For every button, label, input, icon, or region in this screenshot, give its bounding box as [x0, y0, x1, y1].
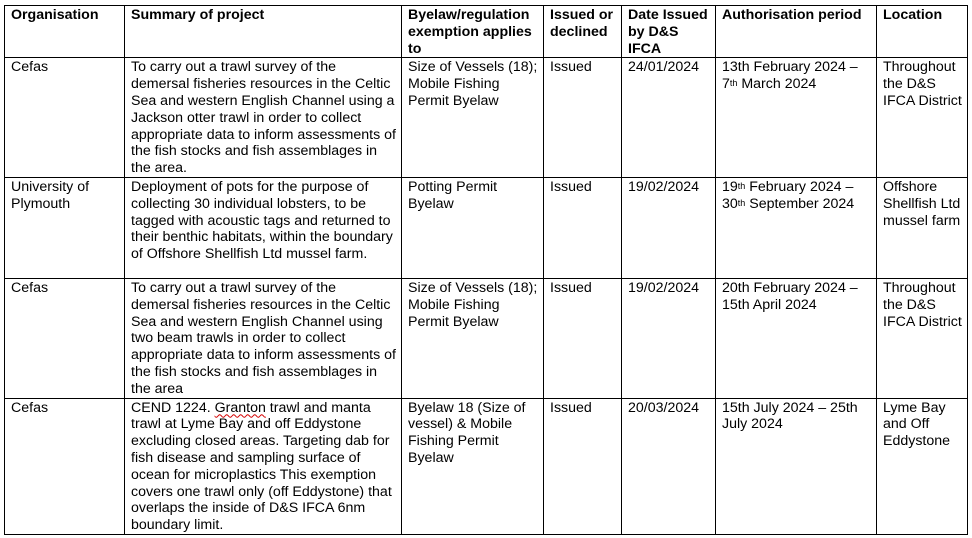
cell-location: Offshore Shellfish Ltd mussel farm	[877, 177, 968, 278]
cell-byelaw: Size of Vessels (18); Mobile Fishing Permit Byelaw	[402, 58, 544, 178]
period-end-rest: March 2024	[737, 76, 817, 93]
cell-organisation: Cefas	[5, 58, 125, 178]
header-date: Date Issued by D&S IFCA	[622, 6, 716, 58]
cell-date: 19/02/2024	[622, 177, 716, 278]
exemptions-table	[4, 5, 968, 535]
table-row	[5, 58, 968, 178]
cell-period	[716, 177, 877, 278]
header-row	[5, 6, 968, 58]
header-organisation: Organisation	[5, 6, 125, 58]
cell-date: 24/01/2024	[622, 58, 716, 178]
cell-issued: Issued	[544, 278, 622, 398]
cell-location: Throughout the D&S IFCA District	[877, 58, 968, 178]
period-start-day: 19	[722, 178, 738, 195]
summary-part-b: trawl and manta trawl at Lyme Bay and off Eddystone excluding closed areas. Targeting dab for fish disease and sampling surface of ocean for microplastics This exemption covers one trawl only (off Eddystone) that overlaps the inside of D&S IFCA 6nm boundary limit.	[131, 399, 392, 534]
cell-byelaw: Size of Vessels (18); Mobile Fishing Permit Byelaw	[402, 278, 544, 398]
cell-period: 15th July 2024 – 25th July 2024	[716, 398, 877, 534]
cell-issued: Issued	[544, 398, 622, 534]
cell-location: Lyme Bay and Off Eddystone	[877, 398, 968, 534]
cell-location: Throughout the D&S IFCA District	[877, 278, 968, 398]
summary-part-a: CEND 1224.	[131, 399, 215, 416]
period-end-day: 30	[722, 195, 738, 212]
period-end-rest: September 2024	[745, 195, 855, 212]
cell-summary	[125, 398, 402, 534]
cell-summary: To carry out a trawl survey of the demersal fisheries resources in the Celtic Sea and western English Channel using a Jackson otter trawl in order to collect appropriate data to inform assessments of the fish stocks and fish assemblages in the area.	[125, 58, 402, 178]
spellcheck-flagged-word: Granton	[214, 399, 266, 416]
cell-issued: Issued	[544, 177, 622, 278]
period-start-suffix: th	[737, 180, 746, 191]
header-byelaw: Byelaw/regulation exemption applies to	[402, 6, 544, 58]
cell-byelaw: Potting Permit Byelaw	[402, 177, 544, 278]
period-end-suffix: th	[729, 78, 738, 89]
cell-organisation: University of Plymouth	[5, 177, 125, 278]
cell-organisation: Cefas	[5, 278, 125, 398]
table-row	[5, 177, 968, 278]
cell-date: 20/03/2024	[622, 398, 716, 534]
table-row	[5, 278, 968, 398]
cell-period	[716, 58, 877, 178]
cell-organisation: Cefas	[5, 398, 125, 534]
cell-date: 19/02/2024	[622, 278, 716, 398]
header-summary: Summary of project	[125, 6, 402, 58]
cell-period: 20th February 2024 – 15th April 2024	[716, 278, 877, 398]
period-end-day: 7	[722, 76, 730, 93]
header-period: Authorisation period	[716, 6, 877, 58]
header-issued: Issued or declined	[544, 6, 622, 58]
table-row	[5, 398, 968, 534]
header-location: Location	[877, 6, 968, 58]
period-start: 13th February 2024 –	[722, 59, 858, 76]
cell-byelaw: Byelaw 18 (Size of vessel) & Mobile Fishing Permit Byelaw	[402, 398, 544, 534]
cell-summary: Deployment of pots for the purpose of collecting 30 individual lobsters, to be tagged with acoustic tags and returned to their benthic habitats, within the boundary of Offshore Shellfish Ltd mussel farm.	[125, 177, 402, 278]
period-end-suffix: th	[737, 197, 746, 208]
cell-issued: Issued	[544, 58, 622, 178]
cell-summary: To carry out a trawl survey of the demersal fisheries resources in the Celtic Sea and western English Channel using two beam trawls in order to collect appropriate data to inform assessments of the fish stocks and fish assemblages in the area	[125, 278, 402, 398]
period-start-rest: February 2024 –	[745, 178, 854, 195]
